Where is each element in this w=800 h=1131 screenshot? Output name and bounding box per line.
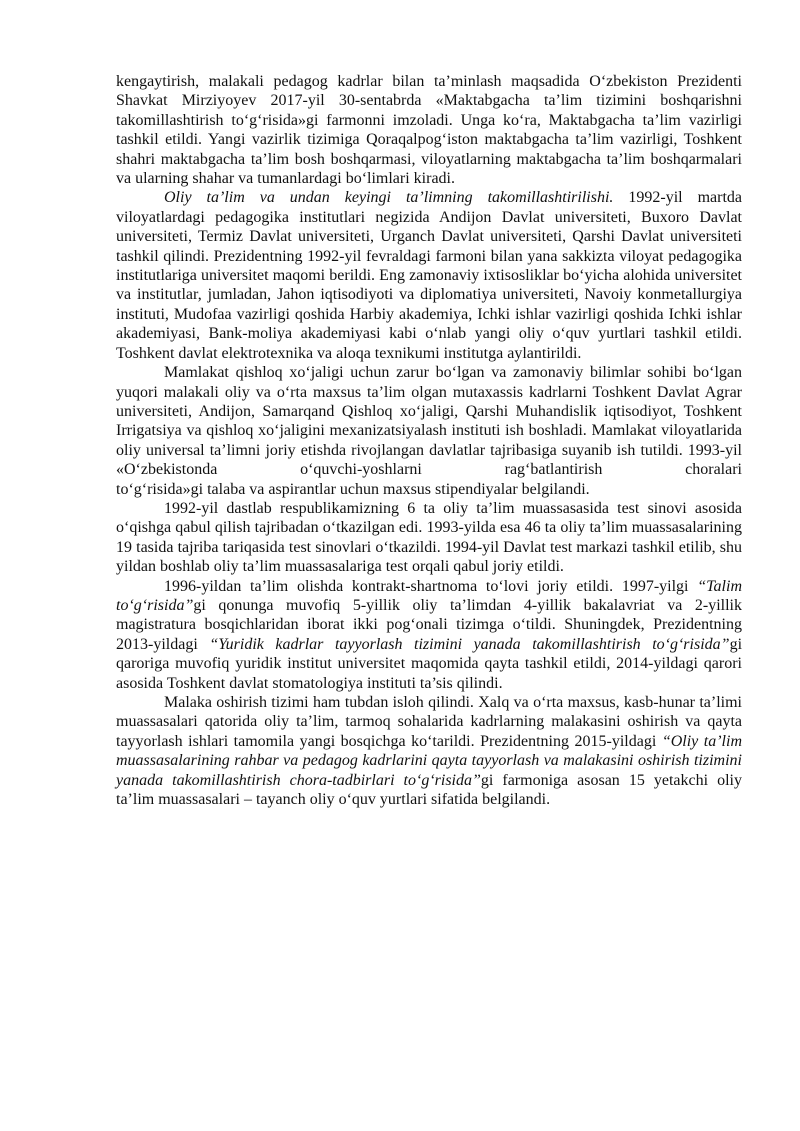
- text-run: Malaka oshirish tizimi ham tubdan isloh qilindi. Xalq va o‘rta maxsus, kasb-hunar ta’limi muassasalari qatorida oliy ta’lim, tarmoq sohalarida kadrlarning malakasini oshirish va qayta tayyorlash ishlari tamomila yangi bosqichga ko‘tarildi. Prezidentning 2015-yildagi: [116, 694, 742, 750]
- paragraph: [116, 499, 742, 577]
- italic-text: “Yuridik kadrlar tayyorlash tizimini yanada takomillashtirish to‘g‘risida”: [209, 635, 730, 653]
- text-run: 1992-yil martda viloyatlardagi pedagogika institutlari negizida Andijon Davlat universiteti, Buxoro Davlat universiteti, Termiz Davlat universiteti, Urganch Davlat universiteti, Qarshi Davlat universiteti tashkil qilindi. Prezidentning 1992-yil fevraldagi farmoni bilan yana sakkizta viloyat pedagogika institutlariga universitet maqomi berildi. Eng zamonaviy ixtisosliklar bo‘yicha alohida universitet va institutlar, jumladan, Jahon iqtisodiyoti va diplomatiya universiteti, Navoiy konmetallurgiya instituti, Mudofaa vazirligi qoshida Harbiy akademiya, Ichki ishlar vazirligi qoshida Ichki ishlar akademiyasi, Bank-moliya akademiyasi kabi o‘nlab yangi oliy o‘quv yurtlari tashkil etildi. Toshkent davlat elektrotexnika va aloqa texnikumi institutga aylantirildi.: [116, 189, 743, 362]
- paragraph: [116, 72, 742, 188]
- text-run: gi farmoniga asosan 15 yetakchi oliy ta’lim muassasalari – tayanch oliy o‘quv yurtlari sifatida belgilandi.: [116, 771, 742, 809]
- paragraph: [116, 188, 742, 363]
- text-run: kengaytirish, malakali pedagog kadrlar bilan ta’minlash maqsadida O‘zbekiston Prezidenti Shavkat Mirziyoyev 2017-yil 30-sentabrda «Maktabgacha ta’lim tizimini boshqarishni takomillashtirish to‘g‘risida»gi farmonni imzoladi. Unga ko‘ra, Maktabgacha ta’lim vazirligi tashkil etildi. Yangi vazirlik tizimiga Qoraqalpog‘iston maktabgacha ta’lim vazirligi, Toshkent shahri maktabgacha ta’lim bosh boshqarmasi, viloyatlarning maktabgacha ta’lim boshqarmalari va ularning shahar va tumanlardagi bo‘limlari kiradi.: [116, 73, 742, 188]
- text-run: gi qaroriga muvofiq yuridik institut universitet maqomida qayta tashkil etildi, 2014-yildagi qarori asosida Toshkent davlat stomatologiya instituti ta’sis qilindi.: [116, 635, 743, 692]
- text-run: to‘g‘risida»gi talaba va aspirantlar uchun maxsus stipendiyalar belgilandi.: [116, 480, 590, 498]
- text-run: gi qonunga muvofiq 5-yillik oliy ta’limdan 4-yillik bakalavriat va 2-yillik magistratura bosqichlaridan iborat ikki pog‘onali tizimga o‘tildi. Shuningdek, Prezidentning 2013-yildagi: [116, 596, 742, 653]
- paragraph: [116, 577, 742, 693]
- paragraph: [116, 363, 742, 479]
- document-page: [116, 72, 742, 809]
- italic-text: “Talim to‘g‘risida”: [116, 577, 742, 614]
- italic-text: Oliy ta’lim va undan keyingi ta’limning takomillashtirilishi.: [164, 189, 614, 207]
- paragraph: [116, 693, 742, 809]
- italic-text: “Oliy ta’lim muassasalarining rahbar va pedagog kadrlarini qayta tayyorlash va malakasini oshirish tizimini yanada takomillashtirish chora-tadbirlari to‘g‘risida”: [116, 732, 742, 789]
- text-run: 1996-yildan ta’lim olishda kontrakt-shartnoma to‘lovi joriy etildi. 1997-yilgi: [164, 577, 698, 595]
- text-run: Mamlakat qishloq xo‘jaligi uchun zarur bo‘lgan va zamonaviy bilimlar sohibi bo‘lgan yuqori malakali oliy va o‘rta maxsus ta’lim olgan mutaxassis kadrlarni Toshkent Davlat Agrar universiteti, Andijon, Samarqand Qishloq xo‘jaligi, Qarshi Muhandislik iqtisodiyot, Toshkent Irrigatsiya va qishloq xo‘jaligini mexanizatsiyalash instituti ish boshladi. Mamlakat viloyatlarida oliy universal ta’limni joriy etishda rivojlangan davlatlar tajribasiga suyanib ish tutildi. 1993-yil «O‘zbekistonda o‘quvchi-yoshlarni rag‘batlantirish choralari: [116, 364, 742, 479]
- text-run: 1992-yil dastlab respublikamizning 6 ta oliy ta’lim muassasasida test sinovi asosida o‘qishga qabul qilish tajribadan o‘tkazilgan edi. 1993-yilda esa 46 ta oliy ta’lim muassasalarining 19 tasida tajriba tariqasida test sinovlari o‘tkazildi. 1994-yil Davlat test markazi tashkil etilib, shu yildan boshlab oliy ta’lim muassasalariga test orqali qabul joriy etildi.: [116, 499, 742, 576]
- paragraph: [116, 480, 742, 499]
